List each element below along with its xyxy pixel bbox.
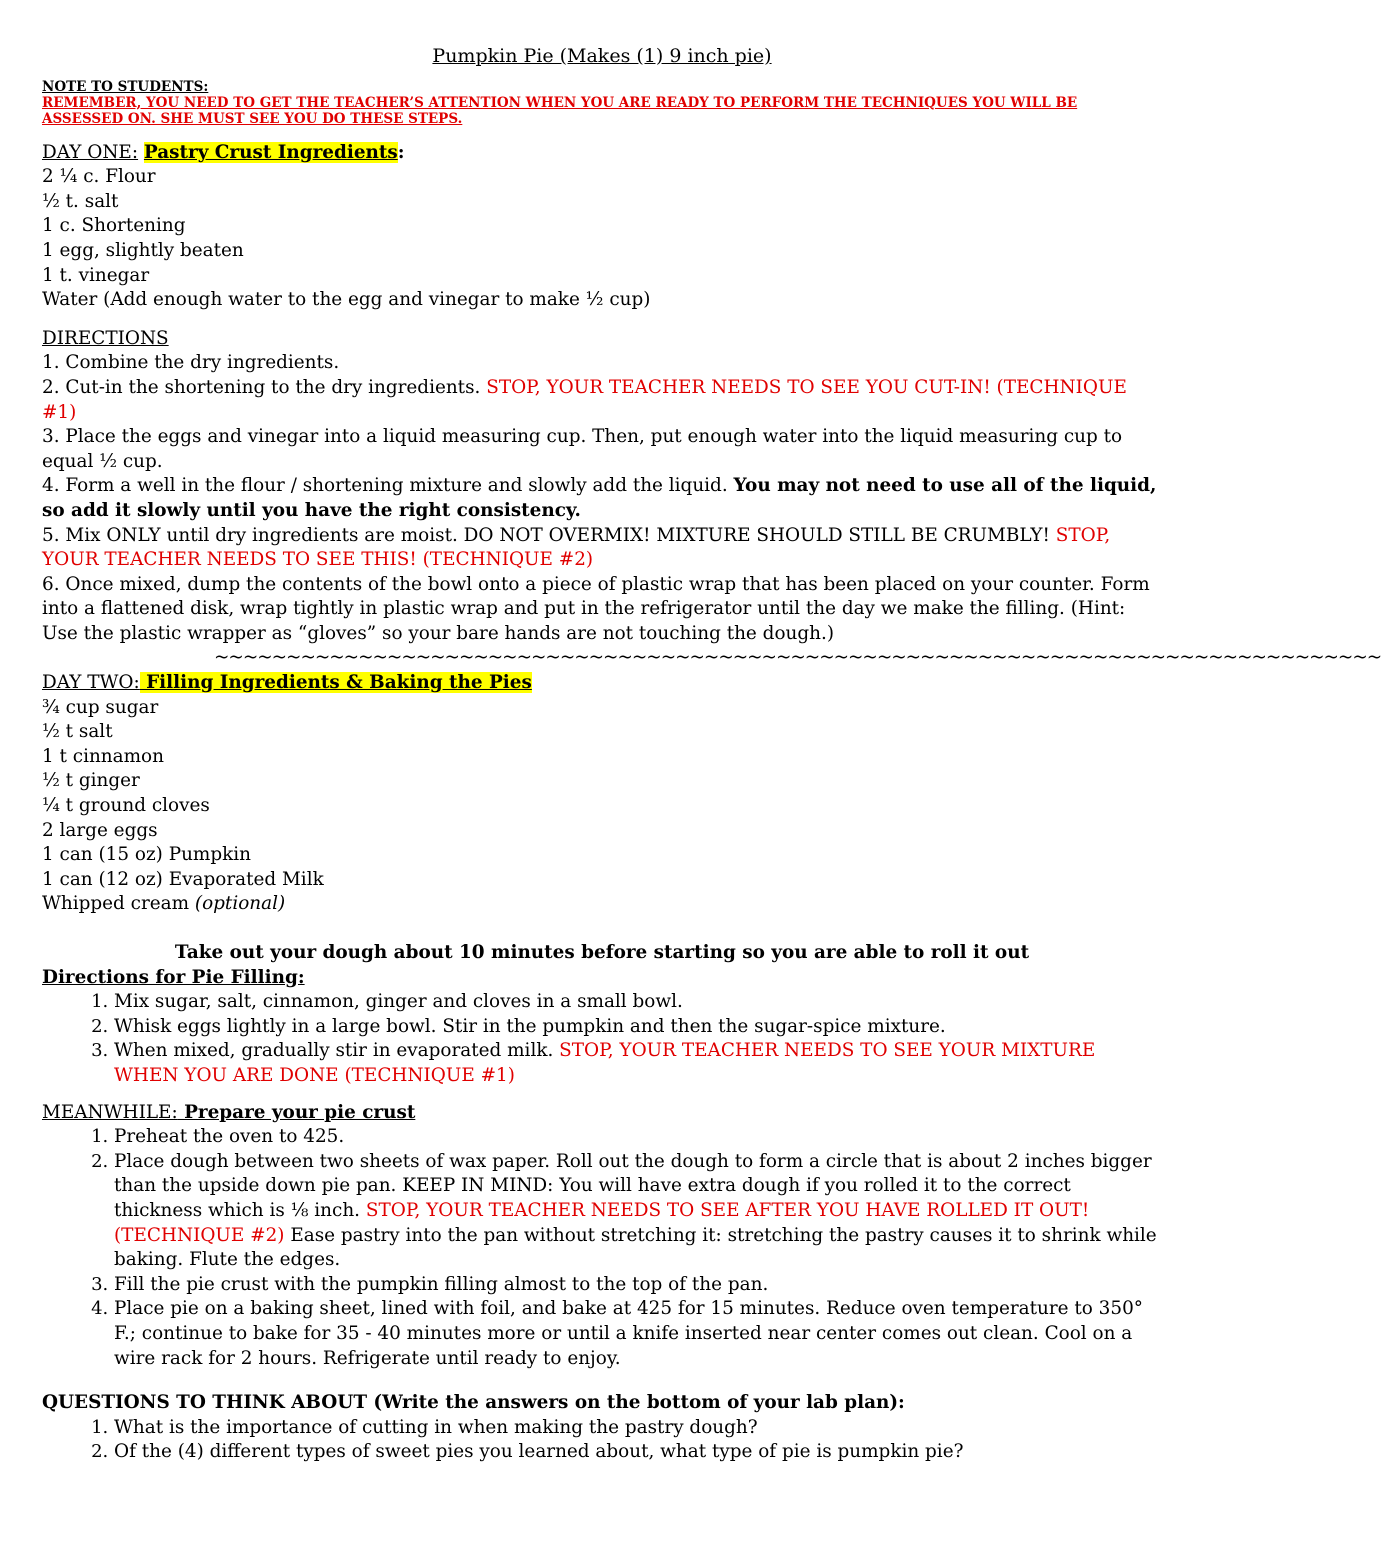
- list-item: 1. What is the importance of cutting in when making the pastry dough?: [114, 1416, 1162, 1441]
- step-text: 4. Form a well in the flour / shortening mixture and slowly add the liquid.: [42, 475, 734, 497]
- ingredient-item: ½ t salt: [42, 721, 113, 743]
- step-text: 2. Cut-in the shortening to the dry ingredients.: [42, 376, 487, 398]
- keep-in-mind-label: KEEP IN MIND:: [402, 1175, 554, 1197]
- questions-section: [42, 1391, 1162, 1465]
- teacher-check-red: STOP, YOUR TEACHER NEEDS TO SEE YOUR MIXTURE WHEN YOU ARE DONE (TECHNIQUE #1): [114, 1040, 1096, 1086]
- list-item: [114, 1150, 1162, 1273]
- direction-step-1: 1. Combine the dry ingredients.: [42, 352, 340, 374]
- day-one-heading: [42, 141, 1162, 166]
- ingredient-item: 2 large eggs: [42, 819, 158, 841]
- list-item: 3. Fill the pie crust with the pumpkin filling almost to the top of the pan.: [114, 1273, 1162, 1298]
- step-text: Ease pastry into the pan without stretching it: stretching the pastry causes it to shrink while baking. Flute the edges.: [114, 1224, 1157, 1271]
- ingredient-item: ¾ cup sugar: [42, 696, 159, 718]
- recipe-document: [42, 44, 1381, 1465]
- ingredient-item: [42, 892, 1162, 917]
- ingredient-item: 1 can (15 oz) Pumpkin: [42, 844, 252, 866]
- dough-reminder: Take out your dough about 10 minutes before starting so you are able to roll it out: [174, 942, 1030, 963]
- step-text: When mixed, gradually stir in evaporated milk.: [114, 1040, 560, 1062]
- crust-steps-list: [42, 1125, 1162, 1371]
- day-one-section: [42, 141, 1162, 313]
- meanwhile-label: MEANWHILE:: [42, 1101, 178, 1123]
- list-item: 1. Mix sugar, salt, cinnamon, ginger and cloves in a small bowl.: [114, 990, 1162, 1015]
- filling-ingredients-heading: Filling Ingredients & Baking the Pies: [139, 672, 532, 694]
- teacher-check-red: STOP, YOUR TEACHER NEEDS TO SEE YOU CUT-IN! (TECHNIQUE #1): [42, 376, 1127, 423]
- ingredient-item: 1 can (12 oz) Evaporated Milk: [42, 868, 324, 890]
- step-text: until dry ingredients are moist.: [160, 524, 464, 546]
- optional-note: (optional): [194, 893, 286, 915]
- questions-heading: QUESTIONS TO THINK ABOUT (Write the answers on the bottom of your lab plan):: [42, 1392, 905, 1414]
- direction-step-3: 3. Place the eggs and vinegar into a liquid measuring cup. Then, put enough water into the liquid measuring cup to equal ½ cup.: [42, 426, 1123, 472]
- list-item: 1. Preheat the oven to 425.: [114, 1125, 1162, 1150]
- filling-directions-section: [42, 966, 1162, 1089]
- directions-heading: DIRECTIONS: [42, 327, 169, 349]
- pastry-ingredients-heading: Pastry Crust Ingredients: [143, 141, 398, 163]
- meanwhile-heading: [42, 1101, 1162, 1126]
- ingredient-item: 1 t cinnamon: [42, 745, 164, 767]
- direction-step-6: 6. Once mixed, dump the contents of the bowl onto a piece of plastic wrap that has been placed on your counter. Form into a flattened disk, wrap tightly in plastic wrap and put in the refrigerator until the day we make the filling. (Hint: Use the plastic wrapper as “gloves” so your bare hands are not touching the dough.): [42, 573, 1150, 644]
- day-two-label: DAY TWO:: [42, 672, 140, 694]
- filling-directions-heading: Directions for Pie Filling:: [42, 966, 305, 988]
- step-text: Place dough between two sheets of wax paper. Roll out the dough to form a circle that is about 2 inches bigger than the upside down pie pan.: [114, 1150, 1152, 1197]
- step-text: 5. Mix: [42, 524, 107, 546]
- step-text: You will have extra dough if you rolled it to the correct thickness which is ⅛ inch.: [114, 1175, 1071, 1221]
- step-bold-note: You may not need to use all of the liquid, so add it slowly until you have the right consistency.: [42, 475, 1157, 521]
- pie-crust-section: [42, 1101, 1162, 1372]
- directions-section: [42, 327, 1381, 671]
- ingredient-item: 1 c. Shortening: [42, 215, 186, 237]
- filling-steps-list: [42, 990, 1162, 1088]
- day-two-section: [42, 671, 1162, 917]
- note-heading: NOTE TO STUDENTS:: [42, 78, 209, 95]
- step-caps-warning: DO NOT OVERMIX! MIXTURE SHOULD STILL BE CRUMBLY!: [463, 524, 1056, 546]
- questions-list: [42, 1416, 1162, 1465]
- ingredient-item: ¼ t ground cloves: [42, 795, 210, 817]
- step-emphasis: ONLY: [106, 524, 161, 546]
- teacher-check-red: STOP, YOUR TEACHER NEEDS TO SEE AFTER YOU HAVE ROLLED IT OUT! (TECHNIQUE #2): [114, 1199, 1090, 1246]
- ingredient-item: ½ t. salt: [42, 190, 119, 212]
- divider-line: ~~~~~~~~~~~~~~~~~~~~~~~~~~~~~~~~~~~~~~~~~~~~~~~~~~~~~~~~~~~~~~~~~~~~~~~~~~~~~~~~~: [214, 647, 1381, 669]
- list-item: 2. Of the (4) different types of sweet pies you learned about, what type of pie is pumpkin pie?: [114, 1440, 1162, 1465]
- note-warning: REMEMBER, YOU NEED TO GET THE TEACHER’S ATTENTION WHEN YOU ARE READY TO PERFORM THE TECHNIQUES YOU WILL BE ASSESSED ON. SHE MUST SEE YOU DO THESE STEPS.: [42, 94, 1078, 127]
- direction-step-5: [42, 524, 1162, 573]
- prepare-crust-heading: Prepare your pie crust: [177, 1101, 416, 1123]
- ingredient-item: 2 ¼ c. Flour: [42, 166, 156, 188]
- ingredient-item: Water (Add enough water to the egg and vinegar to make ½ cup): [42, 289, 651, 311]
- day-one-label: DAY ONE:: [42, 141, 139, 163]
- direction-step-4: [42, 474, 1162, 523]
- list-item: 4. Place pie on a baking sheet, lined with foil, and bake at 425 for 15 minutes. Reduce oven temperature to 350° F.; continue to bake for 35 - 40 minutes more or until a knife inserted near center comes out clean. Cool on a wire rack for 2 hours. Refrigerate until ready to enjoy.: [114, 1297, 1162, 1371]
- direction-step-2: [42, 376, 1162, 425]
- ingredient-item: 1 t. vinegar: [42, 264, 150, 286]
- list-item: 2. Whisk eggs lightly in a large bowl. Stir in the pumpkin and then the sugar-spice mixture.: [114, 1015, 1162, 1040]
- day-two-heading: [42, 671, 1162, 696]
- teacher-check-red: STOP, YOUR TEACHER NEEDS TO SEE THIS! (TECHNIQUE #2): [42, 524, 1111, 571]
- heading-colon: :: [397, 141, 405, 163]
- ingredient-item: ½ t ginger: [42, 770, 140, 792]
- ingredient-item: 1 egg, slightly beaten: [42, 239, 244, 261]
- whipped-cream-text: Whipped cream: [42, 893, 195, 915]
- list-item: [114, 1039, 1162, 1088]
- page-title: Pumpkin Pie (Makes (1) 9 inch pie): [432, 45, 772, 67]
